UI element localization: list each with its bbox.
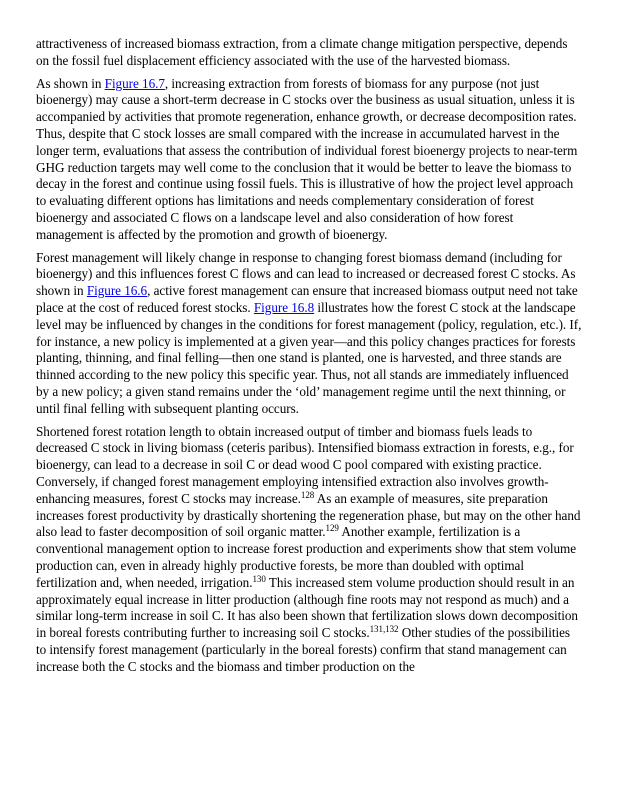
text-run: This increased stem volume production should result in an approximately equal increase in litter production (although fine roots may not respond as much) and a similar long-term increase in soil C. It has also been shown that fertilization slows down decomposition in boreal forests contributing further to increasing soil C stocks. — [36, 574, 578, 641]
footnote-ref-128[interactable]: 128 — [300, 489, 315, 500]
figure-16-8-link[interactable]: Figure 16.8 — [253, 299, 315, 315]
text-run: attractiveness of increased biomass extraction, from a climate change mitigation perspective, depends on the fossil fuel displacement efficiency associated with the use of the harvested biomass. — [36, 36, 568, 68]
text-run: Other studies of the possibilities to intensify forest management (particularly in the boreal forests) confirm that stand management can increase both the C stocks and the biomass and timber production on the — [36, 625, 571, 674]
footnote-ref-130[interactable]: 130 — [252, 573, 266, 584]
figure-16-6-link[interactable]: Figure 16.6 — [86, 283, 148, 299]
text-run: Shortened forest rotation length to obtain increased output of timber and biomass fuels leads to decreased C stock in living biomass (ceteris paribus). Intensified biomass extraction in forests, e.g., for bioenergy, can lead to a decrease in soil C or dead wood C pool compared with existing practice. Conversely, if changed forest management employing intensified extraction also involves growth-enhancing measures, forest C stocks may increase. — [36, 423, 574, 506]
footnote-ref-129[interactable]: 129 — [325, 523, 339, 534]
text-run: Another example, fertilization is a conventional management option to increase forest production and experiments show that stem volume production can, even in already highly productive forests, be more than doubled with optimal fertilization and, when needed, irrigation. — [36, 524, 577, 590]
paragraph-2 — [36, 76, 582, 244]
figure-16-7-link[interactable]: Figure 16.7 — [104, 75, 165, 91]
footnote-ref-131-132[interactable]: 131,132 — [369, 624, 399, 635]
paragraph-4 — [36, 424, 582, 676]
paragraph-1 — [36, 36, 582, 70]
paragraph-3 — [36, 250, 582, 418]
text-run: As shown in — [36, 75, 105, 91]
text-run: illustrates how the forest C stock at the landscape level may be influenced by changes in the conditions for forest management (policy, regulation, etc.). If, for instance, a new policy is implemented at a given year—and this policy changes practices for forests planting, thinning, and final felling—then one stand is planted, one is harvested, and three stands are thinned according to the new policy this specific year. Thus, not all stands are immediately influenced by a new policy; a given stand remains under the ‘old’ management regime until the next thinning, or until final felling with subsequent planting occurs. — [36, 299, 582, 416]
text-run: , increasing extraction from forests of biomass for any purpose (not just bioenergy) may cause a short-term decrease in C stocks over the business as usual situation, unless it is accompanied by activities that promote regeneration, enhance growth, or decrease decomposition rates. Thus, despite that C stock losses are small compared with the increase in accumulated harvest in the longer term, evaluations that assess the contribution of individual forest bioenergy projects to near-term GHG reduction targets may well come to the conclusion that it would be better to leave the biomass to decay in the forest and continue using fossil fuels. This is illustrative of how the project level approach to evaluating different options has limitations and needs complementary consideration of forest bioenergy and associated C flows on a landscape level and also consideration of how forest management is affected by the promotion and growth of bioenergy. — [36, 75, 578, 242]
text-run: As an example of measures, site preparation increases forest productivity by drastically shortening the regeneration phase, but may on the other hand also lead to faster decomposition of soil organic matter. — [36, 490, 581, 540]
text-run: , active forest management can ensure that increased biomass output need not take place at the cost of reduced forest stocks. — [36, 283, 578, 315]
document-page — [36, 36, 582, 681]
text-run: Forest management will likely change in response to changing forest biomass demand (including for bioenergy) and this influences forest C flows and can lead to increased or decreased forest C stocks. As shown in — [36, 249, 576, 299]
